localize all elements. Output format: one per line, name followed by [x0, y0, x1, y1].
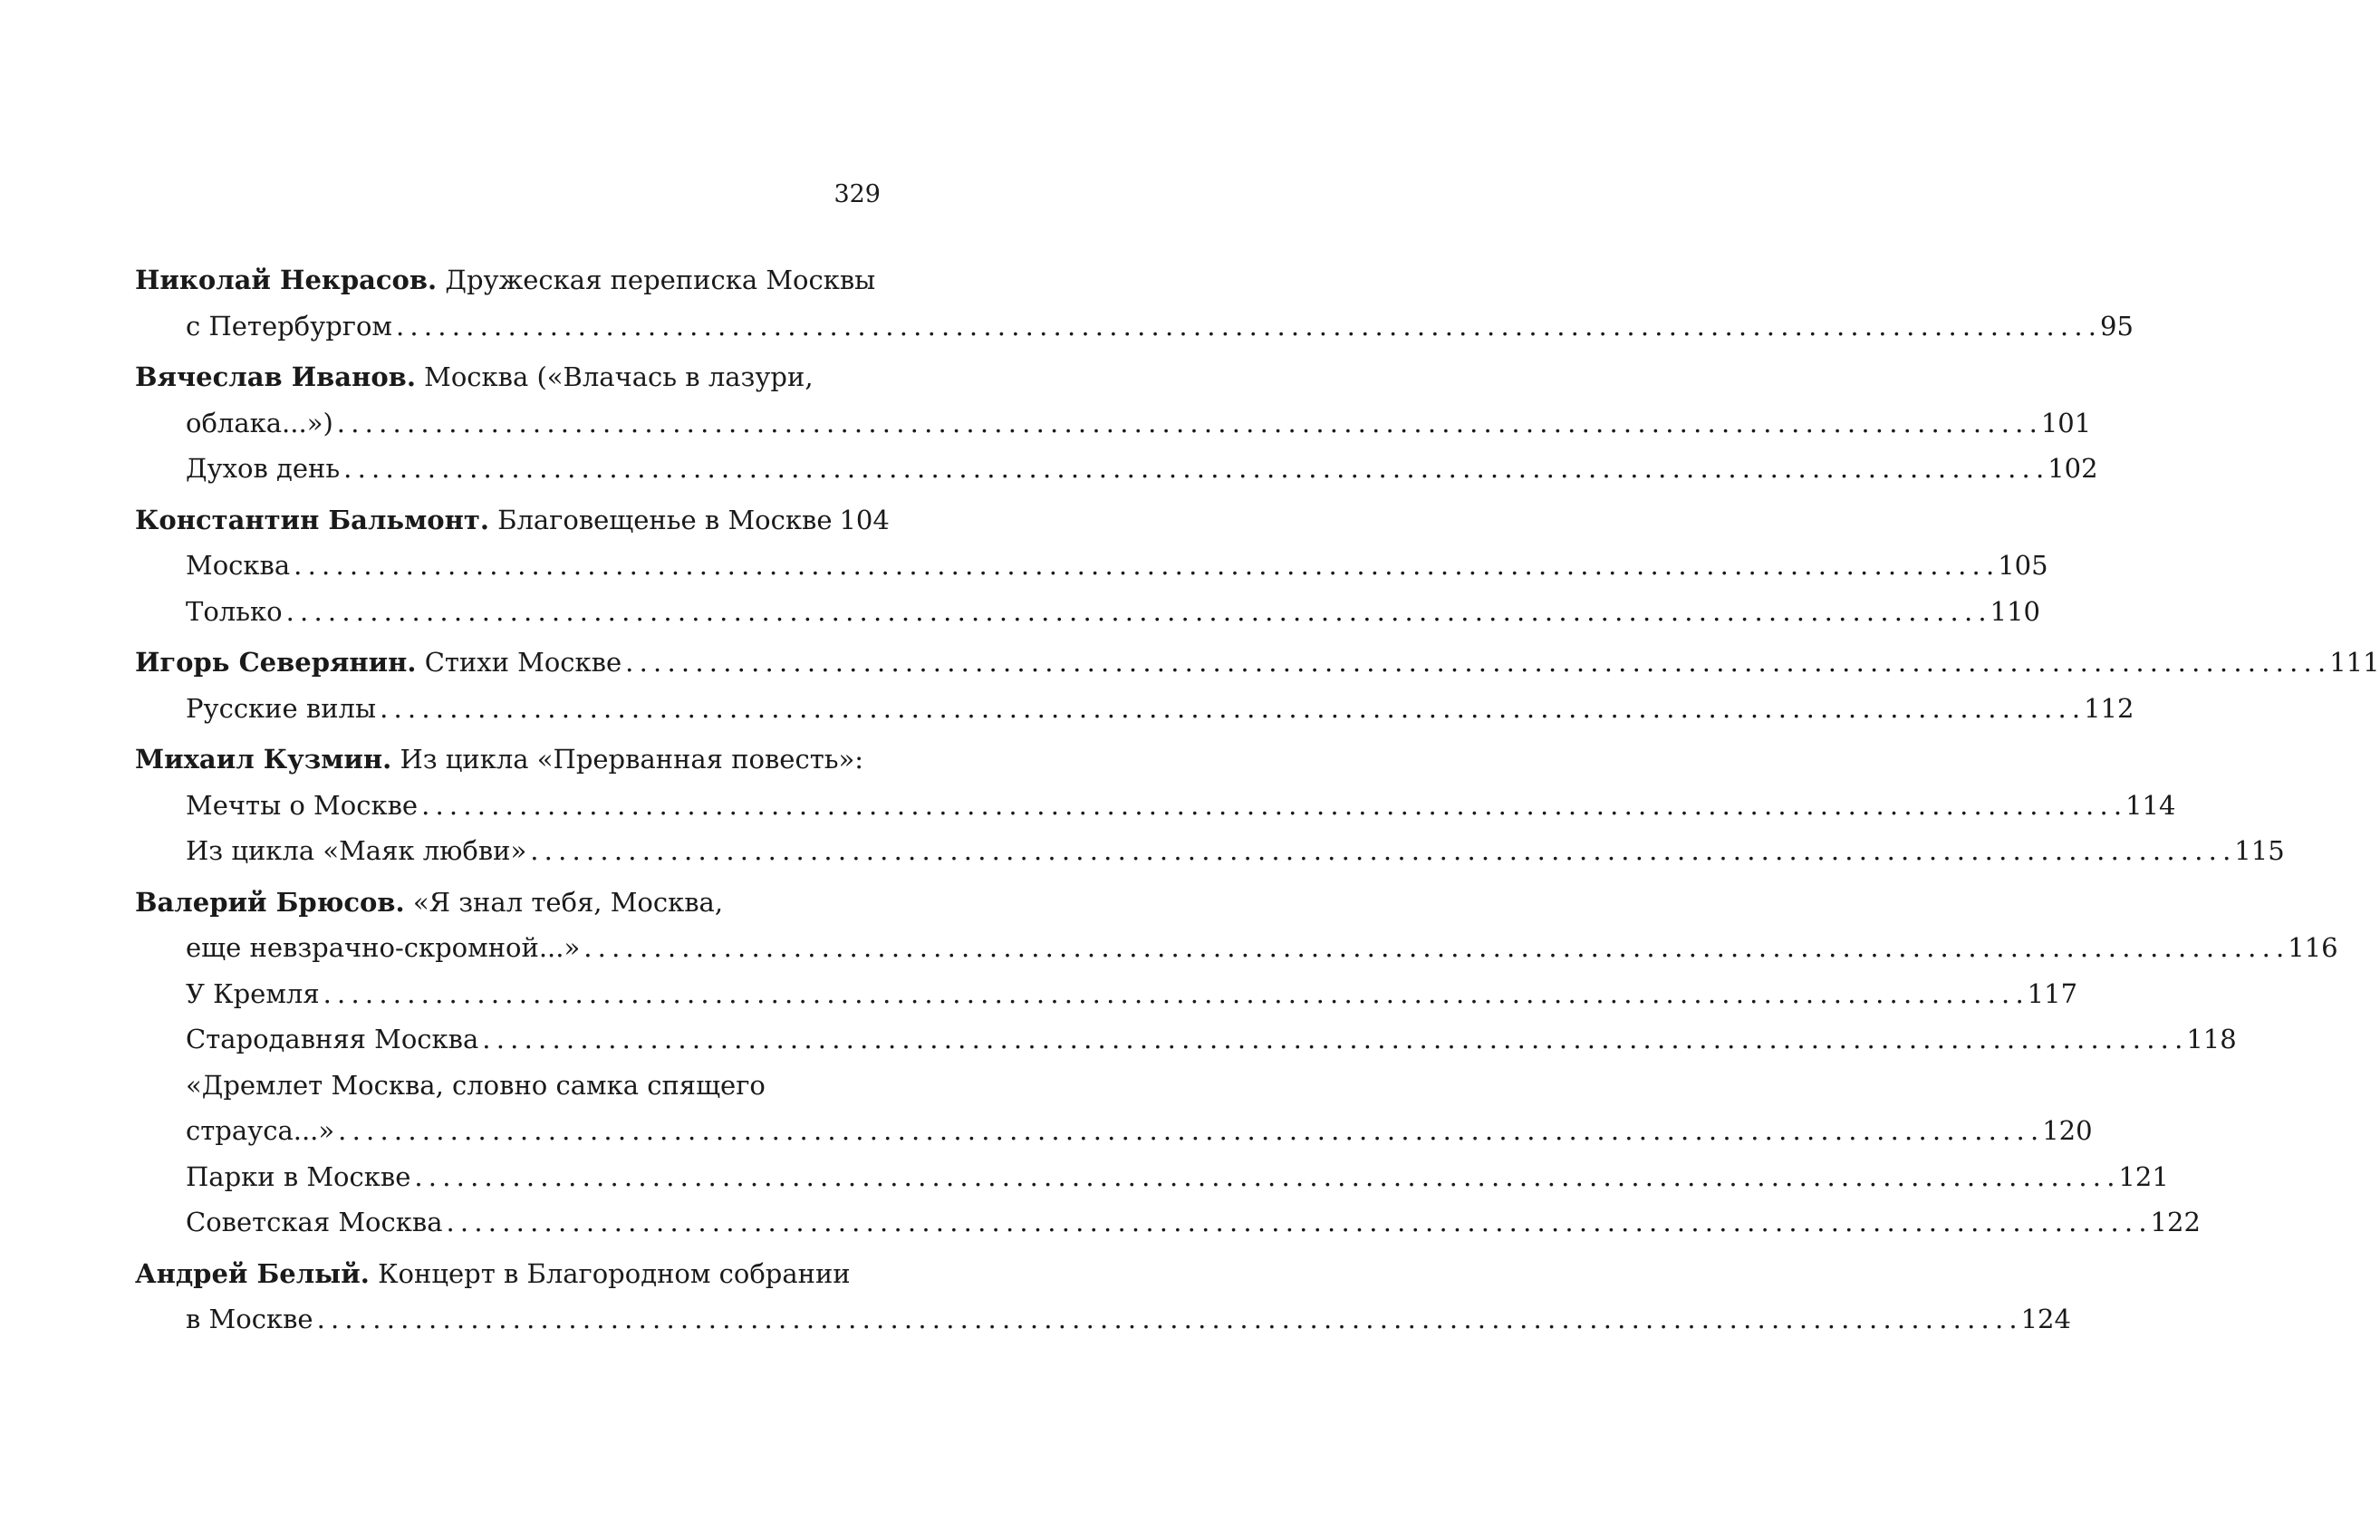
toc-author-name: Михаил Кузмин.	[135, 744, 392, 775]
toc-entry-title	[186, 400, 333, 447]
toc-author-name: Валерий Брюсов.	[135, 886, 405, 918]
toc-page-number: 102	[2048, 453, 2098, 484]
toc-author-name: Вячеслав Иванов.	[135, 361, 416, 392]
toc-page-number: 114	[2125, 789, 2176, 821]
toc-entry-title	[186, 828, 526, 874]
toc-author-name: Андрей Белый.	[135, 1257, 370, 1289]
toc-title-text: Из цикла «Прерванная повесть»:	[400, 744, 864, 775]
toc-entry-title	[135, 640, 621, 686]
toc-entry-title	[186, 1108, 334, 1154]
toc-title-text: еще невзрачно-скромной...»	[186, 932, 581, 963]
toc-author-group	[135, 354, 2098, 492]
toc-title-text: облака...»)	[186, 407, 333, 438]
toc-entry-title	[135, 880, 723, 926]
toc-author-group	[135, 880, 2338, 1246]
toc-entry-title	[186, 1063, 766, 1109]
toc-title-text: «Я знал тебя, Москва,	[412, 886, 724, 918]
dot-leader	[530, 828, 2231, 874]
dot-leader	[343, 446, 2044, 492]
toc-page-number: 112	[2084, 692, 2134, 724]
toc-entry	[135, 880, 882, 926]
toc-entry	[135, 497, 890, 544]
toc-entry	[135, 686, 2134, 732]
toc-entry	[135, 1063, 882, 1109]
toc-author-group	[135, 736, 2285, 874]
toc-page-number: 101	[2040, 407, 2092, 438]
toc-title-text: Стихи Москве	[424, 647, 622, 678]
toc-entry-title	[186, 589, 283, 635]
toc-title-text: Только	[186, 595, 283, 627]
toc-page-number: 124	[2020, 1304, 2071, 1334]
toc-title-text: Мечты о Москве	[186, 789, 419, 821]
toc-page-number: 116	[2288, 932, 2338, 963]
toc-title-text: У Кремля	[186, 977, 320, 1009]
toc-author-name: Николай Некрасов.	[135, 265, 438, 295]
dot-leader	[583, 925, 2284, 971]
toc-entry-title	[135, 257, 875, 303]
toc-entry-title	[186, 1016, 478, 1063]
toc-entry	[135, 1199, 2201, 1246]
toc-entry-title	[186, 925, 580, 971]
dot-leader	[421, 783, 2122, 829]
toc-entry	[135, 640, 2380, 686]
toc-author-group	[135, 640, 2380, 731]
toc-entry	[135, 1108, 2093, 1154]
toc-entry	[135, 543, 2048, 589]
toc-entry	[135, 925, 2338, 971]
dot-leader	[447, 1199, 2147, 1246]
toc-title-text: Парки в Москве	[186, 1160, 411, 1192]
toc-title-text: Москва	[186, 550, 291, 581]
toc-author-group	[135, 257, 2134, 349]
table-of-contents	[135, 257, 2380, 1348]
toc-page-number: 104	[839, 504, 890, 535]
toc-entry-title	[186, 446, 340, 492]
toc-title-text: Советская Москва	[186, 1207, 443, 1237]
toc-title-text: Дружеская переписка Москвы	[445, 265, 876, 295]
toc-entry-title	[186, 303, 392, 350]
toc-author-name: Константин Бальмонт.	[135, 504, 489, 535]
page-number: 329	[833, 180, 881, 208]
toc-entry-title	[135, 1251, 851, 1297]
toc-title-text: Благовещенье в Москве	[497, 504, 833, 535]
toc-entry-title	[186, 783, 418, 829]
toc-title-text: Москва («Влачась в лазури,	[424, 361, 814, 392]
toc-entry	[135, 828, 2285, 874]
toc-page-number: 120	[2042, 1115, 2093, 1146]
toc-entry	[135, 446, 2098, 492]
toc-title-text: страуса...»	[186, 1115, 335, 1146]
toc-page-number: 111	[2329, 647, 2380, 678]
toc-page-number: 110	[1990, 595, 2041, 627]
dot-leader	[286, 589, 1987, 635]
toc-author-group	[135, 497, 2048, 635]
toc-author-name: Игорь Северянин.	[135, 647, 417, 678]
toc-entry-title	[186, 971, 320, 1017]
toc-entry	[135, 400, 2092, 447]
toc-entry	[135, 257, 882, 303]
toc-entry-title	[135, 736, 863, 783]
toc-entry	[135, 1016, 2237, 1063]
toc-title-text: Концерт в Благородном собрании	[378, 1257, 851, 1289]
toc-entry	[135, 354, 882, 400]
toc-page-number: 121	[2118, 1160, 2169, 1192]
toc-author-group	[135, 1251, 2071, 1343]
toc-entry	[135, 736, 882, 783]
dot-leader	[625, 640, 2326, 686]
toc-page-number: 105	[1998, 550, 2048, 581]
toc-entry	[135, 1251, 882, 1297]
toc-page-number: 115	[2234, 835, 2285, 866]
toc-entry-title	[135, 497, 832, 544]
toc-title-text: с Петербургом	[186, 310, 392, 342]
toc-entry	[135, 1154, 2169, 1200]
toc-entry	[135, 1296, 2071, 1343]
dot-leader	[338, 1108, 2038, 1154]
toc-page-number: 118	[2186, 1024, 2237, 1054]
toc-entry-title	[186, 1154, 410, 1200]
toc-entry-title	[186, 1199, 443, 1246]
toc-entry-title	[186, 686, 376, 732]
toc-entry	[135, 589, 2041, 635]
toc-page-number: 117	[2027, 977, 2078, 1009]
toc-title-text: Стародавняя Москва	[186, 1024, 479, 1054]
toc-entry-title	[186, 1296, 313, 1343]
toc-entry	[135, 971, 2078, 1017]
toc-entry-title	[135, 354, 814, 400]
toc-entry-title	[186, 543, 290, 589]
toc-entry	[135, 783, 2176, 829]
toc-page-number: 95	[2100, 310, 2134, 342]
dot-leader	[396, 303, 2096, 350]
dot-leader	[337, 400, 2038, 447]
dot-leader	[414, 1154, 2115, 1200]
dot-leader	[323, 971, 2024, 1017]
dot-leader	[317, 1296, 2018, 1343]
toc-page-number: 122	[2150, 1207, 2201, 1237]
dot-leader	[294, 543, 1994, 589]
dot-leader	[482, 1016, 2182, 1063]
toc-title-text: Духов день	[186, 453, 341, 484]
toc-title-text: Из цикла «Маяк любви»	[186, 835, 527, 866]
dot-leader	[380, 686, 2080, 732]
toc-title-text: в Москве	[186, 1304, 313, 1334]
toc-title-text: «Дремлет Москва, словно самка спящего	[186, 1069, 766, 1101]
toc-entry	[135, 303, 2134, 350]
toc-title-text: Русские вилы	[186, 692, 377, 724]
